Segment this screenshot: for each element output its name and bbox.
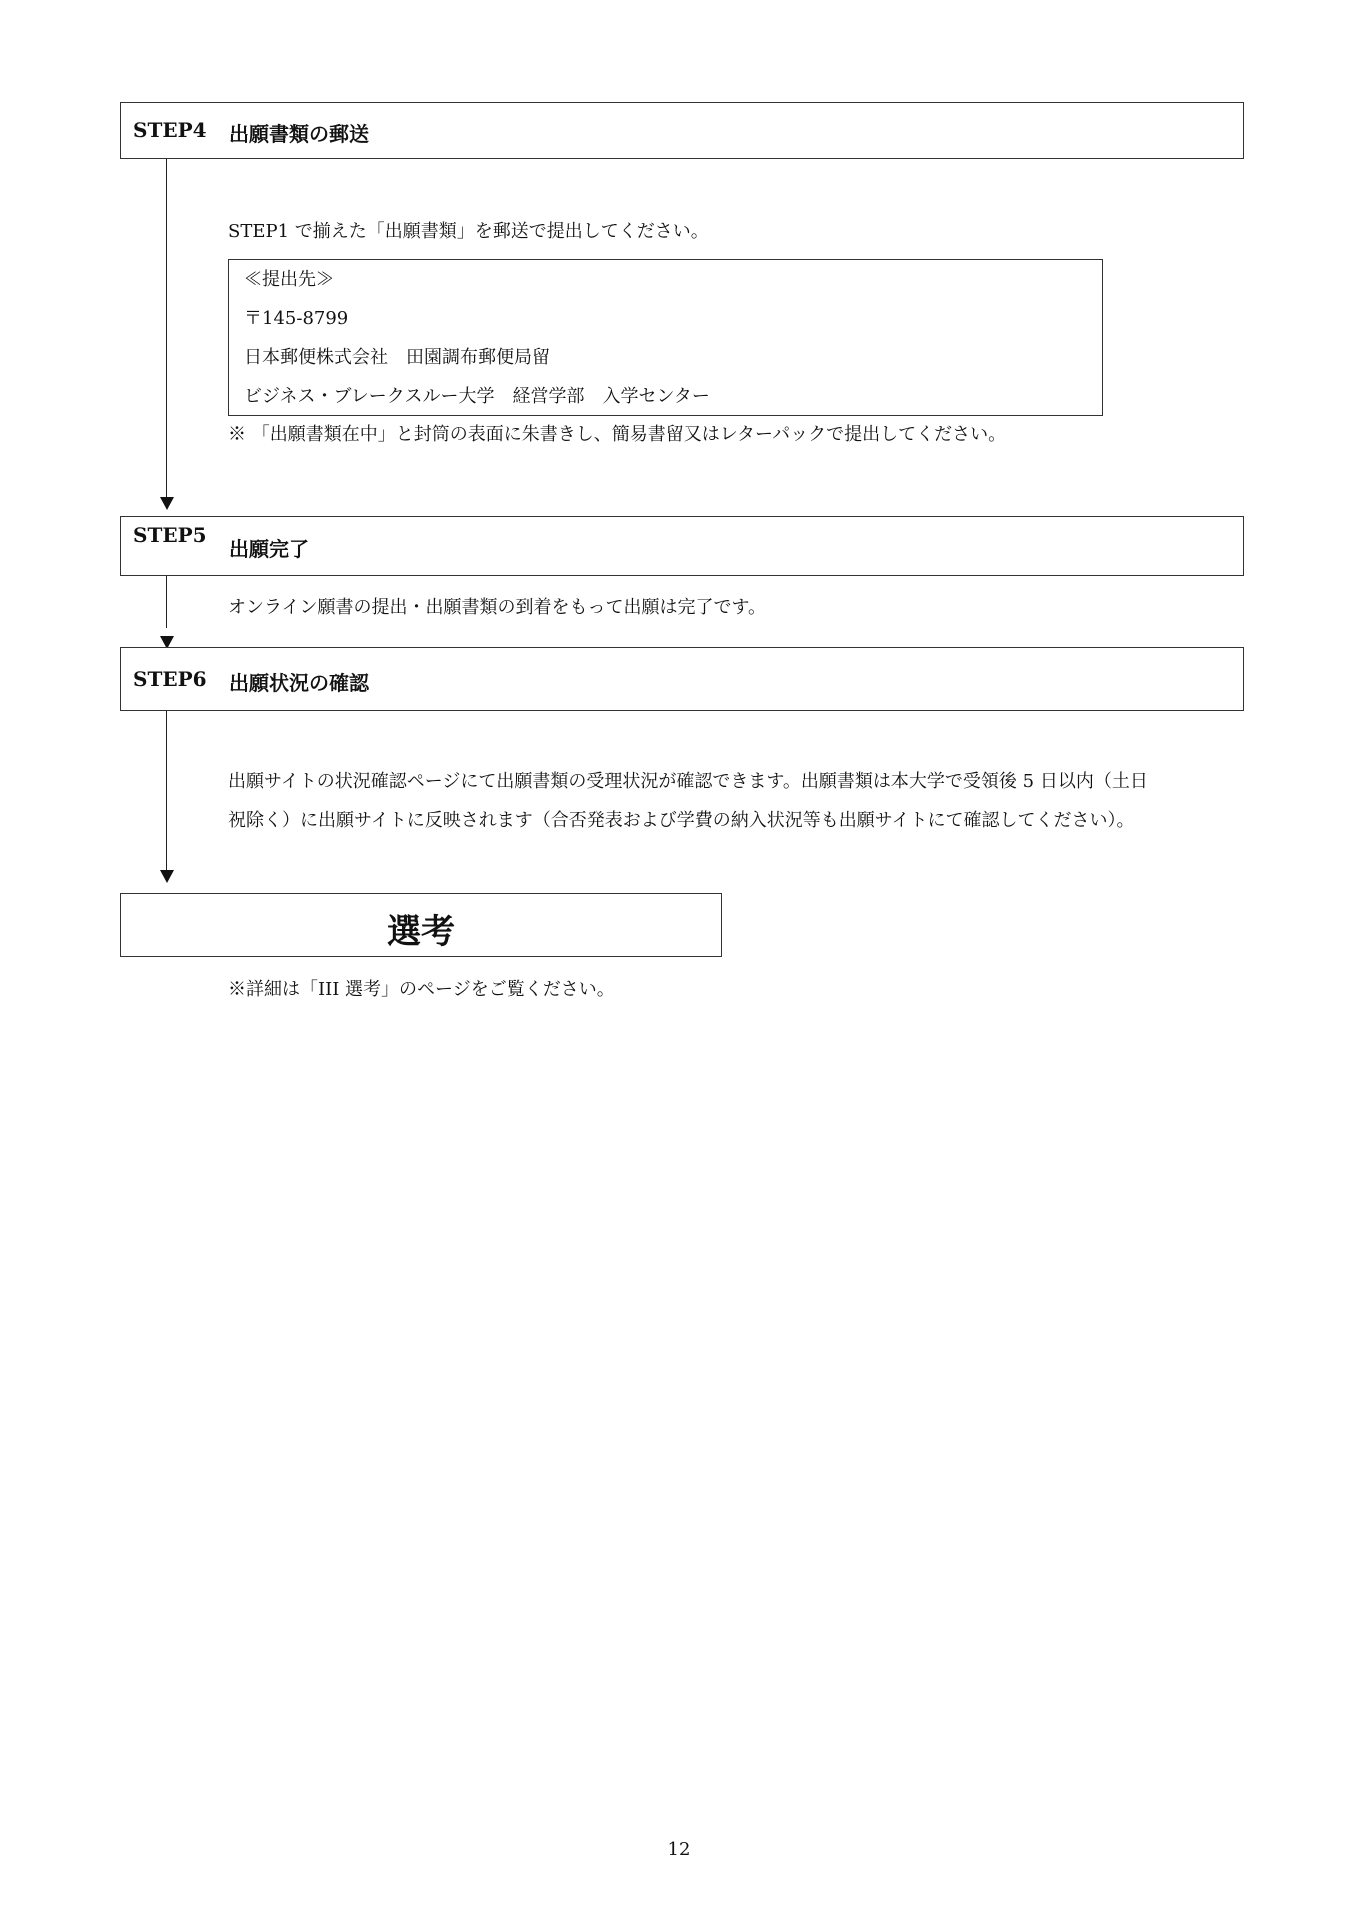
step6-header [120,647,1244,711]
step4-header [120,102,1244,159]
selection-box [120,893,722,957]
flow-arrow-icon [160,870,174,883]
flow-connector-line [166,576,167,628]
flow-connector-line [166,711,167,870]
selection-note: ※詳細は「III 選考」のページをご覧ください。 [228,979,615,1000]
address-heading: ≪提出先≫ [244,269,334,290]
step5-header [120,516,1244,576]
address-office: 日本郵便株式会社 田園調布郵便局留 [244,347,550,368]
step5-title: 出願完了 [229,537,309,561]
step6-label: STEP6 [133,667,207,691]
step6-text-line2: 祝除く）に出願サイトに反映されます（合否発表および学費の納入状況等も出願サイトにて確認してください）。 [228,810,1135,831]
selection-title: 選考 [387,912,455,952]
step4-label: STEP4 [133,118,207,142]
flow-connector-line [166,159,167,497]
address-recipient: ビジネス・ブレークスルー大学 経営学部 入学センター [244,386,710,407]
step4-note: ※ 「出願書類在中」と封筒の表面に朱書きし、簡易書留又はレターパックで提出してください。 [228,424,1007,445]
step6-title: 出願状況の確認 [229,671,369,695]
address-box [228,259,1103,416]
step6-text-line1: 出願サイトの状況確認ページにて出願書類の受理状況が確認できます。出願書類は本大学で受領後 5 日以内（土日 [228,771,1148,792]
step4-title: 出願書類の郵送 [229,122,369,146]
flow-arrow-icon [160,497,174,510]
step5-label: STEP5 [133,523,207,547]
page-number: 12 [667,1839,691,1860]
address-postal-code: 〒145-8799 [244,308,349,329]
step5-text: オンライン願書の提出・出願書類の到着をもって出願は完了です。 [228,597,767,618]
step4-instruction: STEP1 で揃えた「出願書類」を郵送で提出してください。 [228,221,709,242]
